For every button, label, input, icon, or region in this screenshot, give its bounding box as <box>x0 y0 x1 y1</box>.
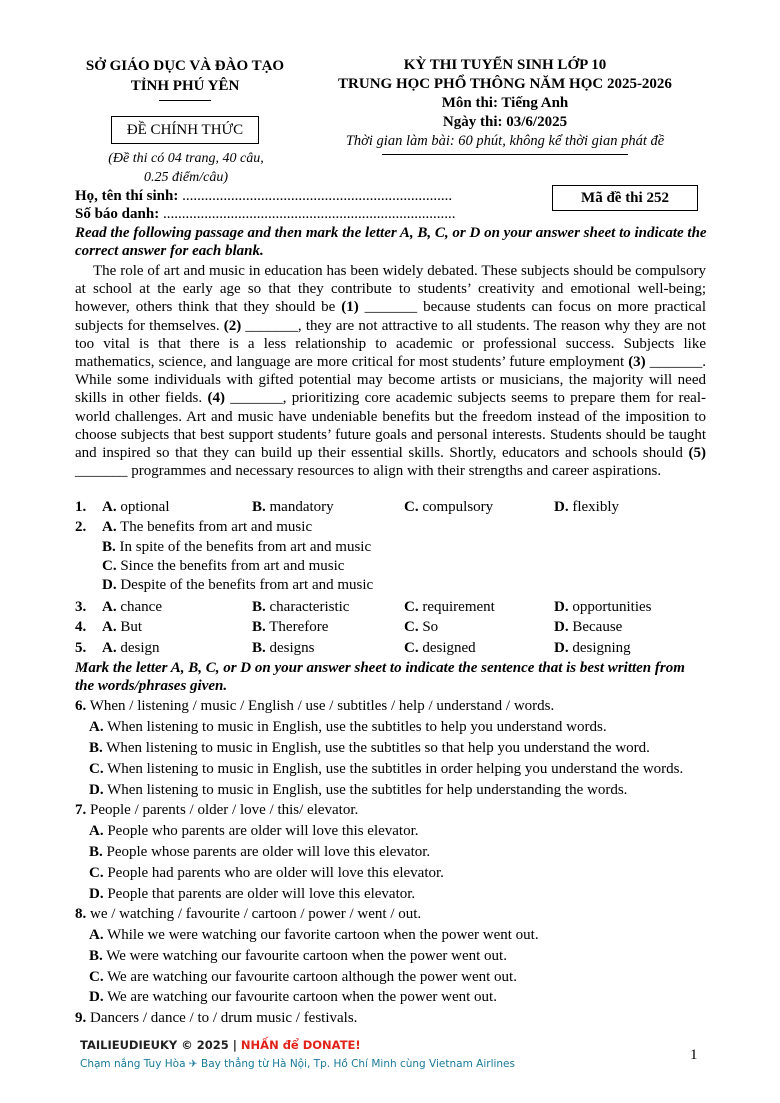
option-letter: D. <box>554 499 569 515</box>
option-a <box>102 497 170 517</box>
pages-note <box>68 149 304 187</box>
option-letter: A. <box>102 640 117 656</box>
exam-subject: Môn thi: Tiếng Anh <box>441 95 569 111</box>
option-letter: C. <box>404 619 419 635</box>
option-text: We are watching our favourite cartoon when the power went out. <box>103 989 497 1005</box>
passage-text: The role of art and music in education has been widely debated. These subjects should be compulsory at school at the early age so that they contribute to students’ creativity and emotional well-being; however, others think that they should be <box>75 263 706 316</box>
header-right <box>318 56 692 155</box>
option-letter: D. <box>89 782 104 798</box>
option-b <box>252 597 349 617</box>
option-a <box>89 925 539 945</box>
option-letter: A. <box>102 519 117 535</box>
brand-text: TAILIEUDIEUKY © 2025 | <box>80 1038 241 1052</box>
option-b <box>252 497 334 517</box>
option-d <box>554 617 622 637</box>
question-number: 4. <box>75 619 87 635</box>
option-text: optional <box>120 499 170 515</box>
question-number: 1. <box>75 499 87 515</box>
option-text: When listening to music in English, use the subtitles for help understanding the words. <box>103 782 628 798</box>
option-letter: A. <box>102 619 117 635</box>
question-number: 5. <box>75 640 87 656</box>
option-c <box>89 863 444 883</box>
option-text: designing <box>572 640 631 656</box>
option-c <box>89 759 683 779</box>
option-letter: B. <box>252 619 266 635</box>
question-number: 2. <box>75 519 87 535</box>
option-b <box>89 946 507 966</box>
blank-2: (2) <box>223 317 242 334</box>
passage-text: _______. While some individuals with gifted potential may become artists or musicians, the majority will need skills in other fields. <box>75 354 706 407</box>
pages-note-line2: 0.25 điểm/câu) <box>144 170 228 185</box>
official-label: ĐỀ CHÍNH THỨC <box>111 116 259 144</box>
exam-code-box: Mã đề thi 252 <box>552 185 698 211</box>
passage-text: _______, prioritizing core academic subjects seems to prepare them for real-world challenges. Art and music have undeniable benefits but the freedom instead of the imposition to choose subjects that best support students’ future goals and personal interests. Students should be taught and inspired so that they can build up their essential skills. Shortly, educators and schools should <box>75 390 706 462</box>
option-text: Since the benefits from art and music <box>120 558 345 574</box>
option-letter: D. <box>89 989 104 1005</box>
question-stem: we / watching / favourite / cartoon / power / went / out. <box>86 906 422 922</box>
candidate-number-field <box>75 204 455 224</box>
option-text: Therefore <box>269 619 329 635</box>
divider <box>382 154 628 155</box>
option-letter: A. <box>102 499 117 515</box>
province-name: TỈNH PHÚ YÊN <box>130 78 240 94</box>
option-letter: D. <box>89 886 104 902</box>
option-text: designed <box>422 640 476 656</box>
option-text: We were watching our favourite cartoon when the power went out. <box>102 948 507 964</box>
option-text: designs <box>269 640 315 656</box>
option-text: opportunities <box>572 599 652 615</box>
question-9 <box>75 1008 357 1028</box>
page-number: 1 <box>690 1047 698 1063</box>
option-letter: D. <box>102 577 117 593</box>
option-letter: A. <box>89 823 104 839</box>
option-letter: B. <box>89 740 103 756</box>
candidate-name-field <box>75 186 452 206</box>
candidate-number-label: Số báo danh: <box>75 206 160 222</box>
option-c <box>404 597 495 617</box>
option-c <box>404 617 438 637</box>
divider <box>159 100 211 101</box>
option-text: compulsory <box>422 499 494 515</box>
option-letter: D. <box>554 599 569 615</box>
instruction-sentence-building: Mark the letter A, B, C, or D on your answer sheet to indicate the sentence that is best written from the words/phrases given. <box>75 660 685 694</box>
option-letter: C. <box>89 865 104 881</box>
option-text: When listening to music in English, use the subtitles so that help you understand the word. <box>102 740 650 756</box>
option-c <box>102 556 344 576</box>
footer-ad[interactable]: Chạm nắng Tuy Hòa ✈ Bay thẳng từ Hà Nội, Tp. Hồ Chí Minh cùng Vietnam Airlines <box>80 1058 515 1070</box>
option-letter: A. <box>89 719 104 735</box>
option-text: So <box>422 619 439 635</box>
question-8 <box>75 904 421 924</box>
candidate-name-blank: ........................................................................ <box>178 188 453 204</box>
passage-text: _______ because students can focus on more practical subjects for themselves. <box>75 299 707 334</box>
option-c <box>89 967 517 987</box>
option-text: design <box>120 640 160 656</box>
option-a <box>89 821 419 841</box>
option-a <box>102 638 160 658</box>
option-letter: C. <box>404 599 419 615</box>
option-text: People whose parents are older will love this elevator. <box>102 844 431 860</box>
option-text: People had parents who are older will love this elevator. <box>103 865 444 881</box>
option-text: chance <box>120 599 162 615</box>
option-d <box>89 780 627 800</box>
option-a <box>102 517 312 537</box>
exam-title: KỲ THI TUYỂN SINH LỚP 10 <box>403 57 607 73</box>
option-b <box>252 617 328 637</box>
question-6 <box>75 696 554 716</box>
option-a <box>102 597 162 617</box>
passage-text: _______ programmes and necessary resources to align with their strengths and career aspirations. <box>75 463 662 480</box>
option-letter: A. <box>89 927 104 943</box>
pages-note-line1: (Đề thi có 04 trang, 40 câu, <box>108 151 264 166</box>
option-letter: B. <box>89 948 103 964</box>
question-stem: People / parents / older / love / this/ elevator. <box>86 802 359 818</box>
option-letter: B. <box>252 640 266 656</box>
option-b <box>102 537 371 557</box>
option-d <box>102 575 373 595</box>
option-letter: B. <box>102 539 116 555</box>
option-letter: D. <box>554 640 569 656</box>
donate-link[interactable]: NHẤN để DONATE! <box>240 1038 361 1052</box>
option-letter: D. <box>554 619 569 635</box>
option-text: While we were watching our favorite cartoon when the power went out. <box>103 927 539 943</box>
option-text: When listening to music in English, use the subtitles to help you understand words. <box>103 719 607 735</box>
question-stem: When / listening / music / English / use / subtitles / help / understand / words. <box>86 698 555 714</box>
option-text: In spite of the benefits from art and music <box>119 539 372 555</box>
option-text: People that parents are older will love this elevator. <box>103 886 416 902</box>
question-number: 7. <box>75 802 87 818</box>
option-text: Because <box>572 619 623 635</box>
blank-1: (1) <box>341 299 359 316</box>
option-c <box>404 638 476 658</box>
option-letter: C. <box>404 640 419 656</box>
option-text: Despite of the benefits from art and music <box>120 577 374 593</box>
question-number: 9. <box>75 1010 87 1026</box>
option-text: requirement <box>422 599 495 615</box>
option-text: mandatory <box>269 499 334 515</box>
option-text: But <box>120 619 143 635</box>
exam-title-year: TRUNG HỌC PHỔ THÔNG NĂM HỌC 2025-2026 <box>338 76 672 92</box>
option-letter: C. <box>89 969 104 985</box>
reading-passage <box>75 262 706 480</box>
option-text: We are watching our favourite cartoon although the power went out. <box>103 969 517 985</box>
option-text: characteristic <box>269 599 350 615</box>
candidate-number-blank: .............................................................................. <box>159 206 456 222</box>
option-letter: C. <box>102 558 117 574</box>
passage-text: _______, they are not attractive to all students. The reason why they are not too vital is that there is a less relationship to academic or professional success. Subjects like mathematics, science, and language are more critical for most students’ future employment <box>75 317 706 371</box>
footer-brand <box>80 1038 361 1052</box>
option-text: The benefits from art and music <box>120 519 313 535</box>
header-left <box>60 56 310 101</box>
exam-date: Ngày thi: 03/6/2025 <box>442 114 568 130</box>
option-d <box>89 884 415 904</box>
candidate-name-label: Họ, tên thí sinh: <box>75 188 179 204</box>
question-number: 6. <box>75 698 87 714</box>
option-text: People who parents are older will love this elevator. <box>103 823 419 839</box>
option-text: When listening to music in English, use the subtitles in order helping you understand the words. <box>103 761 684 777</box>
option-a <box>102 617 142 637</box>
option-letter: B. <box>89 844 103 860</box>
blank-4: (4) <box>207 390 225 407</box>
question-number: 8. <box>75 906 87 922</box>
option-b <box>89 738 650 758</box>
option-d <box>554 638 631 658</box>
blank-3: (3) <box>628 354 646 371</box>
option-letter: B. <box>252 499 266 515</box>
option-letter: A. <box>102 599 117 615</box>
question-7 <box>75 800 358 820</box>
option-text: flexibly <box>572 499 619 515</box>
question-stem: Dancers / dance / to / drum music / festivals. <box>86 1010 358 1026</box>
exam-duration: Thời gian làm bài: 60 phút, không kể thời gian phát đề <box>345 133 665 149</box>
option-b <box>252 638 315 658</box>
option-letter: C. <box>404 499 419 515</box>
option-c <box>404 497 493 517</box>
department-name: SỞ GIÁO DỤC VÀ ĐÀO TẠO <box>85 58 285 74</box>
option-d <box>554 597 652 617</box>
option-letter: B. <box>252 599 266 615</box>
option-letter: C. <box>89 761 104 777</box>
question-number: 3. <box>75 599 87 615</box>
option-d <box>89 987 497 1007</box>
blank-5: (5) <box>688 445 706 462</box>
option-a <box>89 717 607 737</box>
option-b <box>89 842 430 862</box>
option-d <box>554 497 619 517</box>
instruction-reading: Read the following passage and then mark the letter A, B, C, or D on your answer sheet to indicate the correct answer for each blank. <box>75 225 707 259</box>
